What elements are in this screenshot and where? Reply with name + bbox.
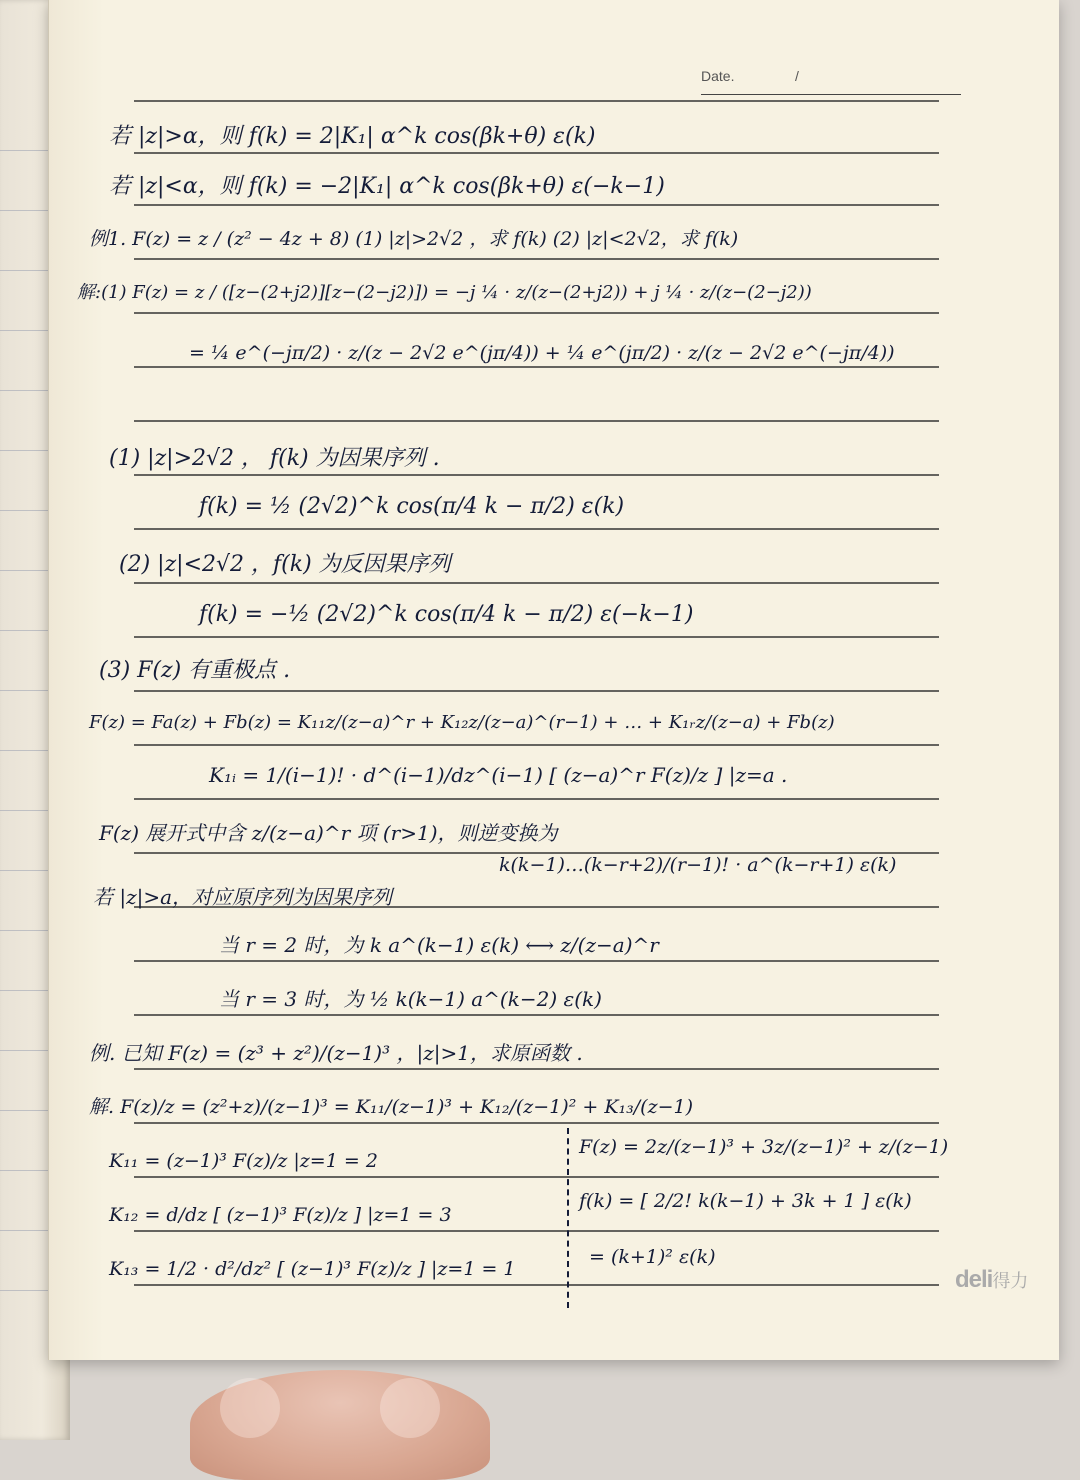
line-inverse-transform-note: F(z) 展开式中含 z/(z−a)^r 项 (r>1)，则逆变换为 bbox=[99, 821, 558, 845]
line-k11: K₁₁ = (z−1)³ F(z)/z |z=1 = 2 bbox=[109, 1150, 378, 1172]
line-case-r3: 当 r = 3 时，为 ½ k(k−1) a^(k−2) ε(k) bbox=[219, 987, 602, 1011]
column-separator bbox=[567, 1128, 569, 1308]
line-k13: K₁₃ = 1/2 · d²/dz² [ (z−1)³ F(z)/z ] |z=1 = 1 bbox=[109, 1258, 516, 1280]
line-example2-statement: 例. 已知 F(z) = (z³ + z²)/(z−1)³ ，|z|>1，求原函数 . bbox=[89, 1041, 583, 1065]
line-fk-final: = (k+1)² ε(k) bbox=[589, 1246, 716, 1268]
notebook-page bbox=[48, 0, 1059, 1360]
line-causal-condition: 若 |z|>α，则 f(k) = 2|K₁| α^k cos(βk+θ) ε(k) bbox=[109, 124, 596, 149]
line-solution-partial-fraction: 解:(1) F(z) = z / ([z−(2+j2)][z−(2−j2)]) = −j ¼ · z/(z−(2+j2)) + j ¼ · z/(z−(2−j2)) bbox=[77, 282, 812, 303]
line-coefficient-formula: K₁ᵢ = 1/(i−1)! · d^(i−1)/dz^(i−1) [ (z−a)^r F(z)/z ] |z=a . bbox=[209, 763, 788, 787]
line-causal-sequence-note: 若 |z|>a，对应原序列为因果序列 bbox=[93, 885, 393, 909]
line-case2-result: f(k) = −½ (2√2)^k cos(π/4 k − π/2) ε(−k−1) bbox=[199, 602, 694, 627]
line-example2-expansion: 解. F(z)/z = (z²+z)/(z−1)³ = K₁₁/(z−1)³ + K₁₂/(z−1)² + K₁₃/(z−1) bbox=[89, 1096, 694, 1118]
line-repeated-poles-expansion: F(z) = Fa(z) + Fb(z) = K₁₁z/(z−a)^r + K₁₂z/(z−a)^(r−1) + … + K₁ᵣz/(z−a) + Fb(z) bbox=[89, 712, 835, 733]
line-example1-statement: 例1. F(z) = z / (z² − 4z + 8) (1) |z|>2√2 ，求 f(k) (2) |z|<2√2，求 f(k) bbox=[89, 228, 739, 250]
line-case1-condition: (1) |z|>2√2 ， f(k) 为因果序列 . bbox=[109, 446, 440, 471]
date-separator: / bbox=[795, 68, 799, 84]
line-case-r2: 当 r = 2 时，为 k a^(k−1) ε(k) ⟷ z/(z−a)^r bbox=[219, 933, 659, 957]
line-k12: K₁₂ = d/dz [ (z−1)³ F(z)/z ] |z=1 = 3 bbox=[109, 1204, 452, 1226]
line-fk-expression: f(k) = [ 2/2! k(k−1) + 3k + 1 ] ε(k) bbox=[579, 1190, 912, 1212]
brand-name: 得力 bbox=[992, 1271, 1029, 1291]
line-fz-result: F(z) = 2z/(z−1)³ + 3z/(z−1)² + z/(z−1) bbox=[579, 1136, 949, 1158]
brand-logo-text: deli bbox=[955, 1266, 993, 1293]
finger bbox=[190, 1370, 490, 1480]
page-margin bbox=[49, 0, 104, 1360]
line-polar-form: = ¼ e^(−jπ/2) · z/(z − 2√2 e^(jπ/4)) + ¼ e^(jπ/2) · z/(z − 2√2 e^(−jπ/4)) bbox=[189, 342, 895, 364]
date-field bbox=[701, 68, 961, 95]
date-label: Date. bbox=[701, 68, 735, 84]
line-repeated-poles-heading: (3) F(z) 有重极点 . bbox=[99, 658, 291, 683]
line-case2-condition: (2) |z|<2√2 ，f(k) 为反因果序列 bbox=[119, 552, 451, 577]
line-anticausal-condition: 若 |z|<α，则 f(k) = −2|K₁| α^k cos(βk+θ) ε(−k−1) bbox=[109, 174, 665, 199]
line-case1-result: f(k) = ½ (2√2)^k cos(π/4 k − π/2) ε(k) bbox=[199, 494, 625, 519]
line-inverse-transform-term: k(k−1)…(k−r+2)/(r−1)! · a^(k−r+1) ε(k) bbox=[499, 854, 897, 876]
brand-logo bbox=[955, 1266, 1028, 1294]
